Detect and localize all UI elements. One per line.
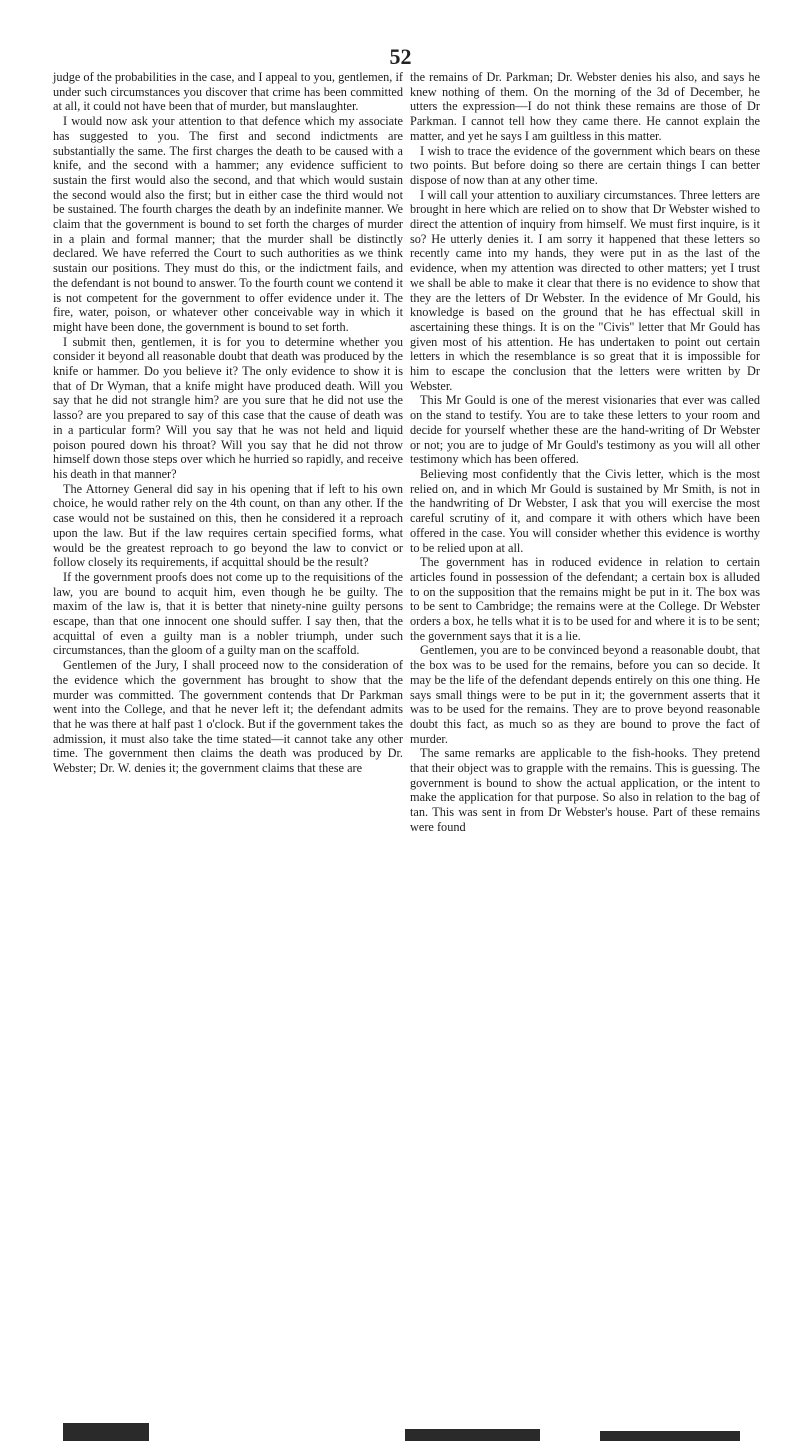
- right-paragraph-3: I will call your attention to auxiliary circumstances. Three letters are brought in here which are relied on to show that Dr Webster wished to direct the attention of inquiry from himself. We must first inquire, is it so? He utterly denies it. I am sorry it happened that these letters so recently came into my hands, they were put in as the last of the evidence, when my attention was directed to other matters; yet I trust we shall be able to make it clear that there is no evidence to show that they are the letters of Dr Webster. In the evidence of Mr Gould, his knowledge is based on the ground that he has effectual skill in ascertaining these things. It is on the "Civis" letter that Mr Gould has given most of his attention. He has undertaken to point out certain letters in which the resemblance is so great that it is impossible for him to escape the conclusion that the letters were written by Dr Webster.: [410, 187, 760, 393]
- right-paragraph-2: I wish to trace the evidence of the government which bears on these two points. But before doing so there are certain things I can better dispose of now than at any other time.: [410, 143, 760, 187]
- left-paragraph-4: The Attorney General did say in his opening that if left to his own choice, he would rather rely on the 4th count, on than any other. If the case would not be sustained on this, then he considered it a reproach upon the law. But if the law requires certain specified forms, what would be the greatest reproach to go beyond the law to convict or follow closely its requirements, if acquittal should be the result?: [53, 481, 403, 570]
- shadow-mark: [600, 1431, 740, 1441]
- right-paragraph-7: Gentlemen, you are to be convinced beyond a reasonable doubt, that the box was to be used for the remains, before you can so decide. It may be the life of the defendant depends entirely on this one thing. He says small things were to be put in it; the government asserts that it was to be used for the remains. They are to prove beyond reasonable doubt this fact, as much so as they are bound to prove the fact of murder.: [410, 643, 760, 746]
- left-paragraph-1: judge of the probabilities in the case, and I appeal to you, gentlemen, if under such circumstances you discover that crime has been committed at all, it could not have been that of murder, but manslaughter.: [53, 70, 403, 114]
- page-number: 52: [389, 44, 412, 69]
- right-paragraph-8: The same remarks are applicable to the fish-hooks. They pretend that their object was to grapple with the remains. This is guessing. The government is bound to show the actual application, or the intent to make the application for that purpose. So also in relation to the bag of tan. This was sent in from Dr Webster's house. Part of these remains were found: [410, 746, 760, 834]
- bleed-through-shadow: [0, 1395, 801, 1441]
- left-paragraph-5: If the government proofs does not come up to the requisitions of the law, you are bound to acquit him, even though he be guilty. The maxim of the law is, that it is better that ninety-nine guilty persons escape, than that one innocent one should suffer. I say then, that the acquittal of even a guilty man is a nobler triumph, under such circumstances, than the gloom of a guilty man on the scaffold.: [53, 569, 403, 658]
- right-paragraph-1: the remains of Dr. Parkman; Dr. Webster denies his also, and says he knew nothing of them. On the morning of the 3d of December, he utters the expression—I do not think these remains are those of Dr Parkman. I cannot tell how they came there. He cannot explain the matter, and yet he says I am guiltless in this matter.: [410, 70, 760, 143]
- shadow-mark: [63, 1423, 149, 1441]
- left-column: [53, 70, 403, 776]
- left-paragraph-6: Gentlemen of the Jury, I shall proceed now to the consideration of the evidence which the government has brought to show that the murder was committed. The government contends that Dr Parkman went into the College, and that he never left it; the defendant admits that he was there at half past 1 o'clock. But if the government takes the admission, it must also take the time stated—it cannot take any other time. The government then claims the death was produced by Dr. Webster; Dr. W. denies it; the government claims that these are: [53, 658, 403, 776]
- right-paragraph-6: The government has in roduced evidence in relation to certain articles found in possession of the defendant; a certain box is alluded to on the supposition that the remains might be put in it. The box was to be sent to Cambridge; the remains were at the College. Dr Webster orders a box, he tells what it is to be used for and where it is to be sent; the government says that it is a lie.: [410, 555, 760, 643]
- left-paragraph-3: I submit then, gentlemen, it is for you to determine whether you consider it beyond all reasonable doubt that death was produced by the knife or hammer. Do you believe it? The only evidence to show it is that of Dr Wyman, that a knife might have produced death. Will you say that he did not strangle him? are you sure that he did not use the lasso? are you prepared to say of this case that the cause of death was in a particular form? Will you say that he was not held and liquid poison poured down his throat? Will you say that he did not throw himself down those steps over which he hurried so rapidly, and receive his death in that manner?: [53, 334, 403, 481]
- right-paragraph-4: This Mr Gould is one of the merest visionaries that ever was called on the stand to testify. You are to take these letters to your room and decide for yourself whether these are the hand-writing of Dr Webster or not; you are to judge of Mr Gould's testimony as you will all other testimony which has been offered.: [410, 393, 760, 467]
- right-paragraph-5: Believing most confidently that the Civis letter, which is the most relied on, and in which Mr Gould is sustained by Mr Smith, is not in the handwriting of Dr Webster, I ask that you will exercise the most careful scrutiny of it, and compare it with others which have been offered in the case. You will consider whether this evidence is worthy to be relied upon at all.: [410, 466, 760, 555]
- shadow-mark: [405, 1429, 540, 1441]
- left-paragraph-2: I would now ask your attention to that defence which my associate has suggested to you. The first and second indictments are substantially the same. The first charges the death to be caused with a knife, and the second with a hammer; any evidence sufficient to sustain the first would also the second, and that which would sustain the second would also the first; but in either case the third would not be sustained. The fourth charges the death by an indefinite manner. We claim that the government is bound to set forth the charges of murder in a plain and formal manner; that the murder shall be distinctly declared. We have referred the Court to such authorities as we think sustain our positions. They must do this, or the indictment fails, and the defendant is not bound to answer. To the fourth count we contend it is not competent for the government to offer evidence under it. The fire, water, poison, or whatever other conceivable way in which it might have been done, the government is bound to set forth.: [53, 114, 403, 334]
- right-column: [410, 70, 760, 835]
